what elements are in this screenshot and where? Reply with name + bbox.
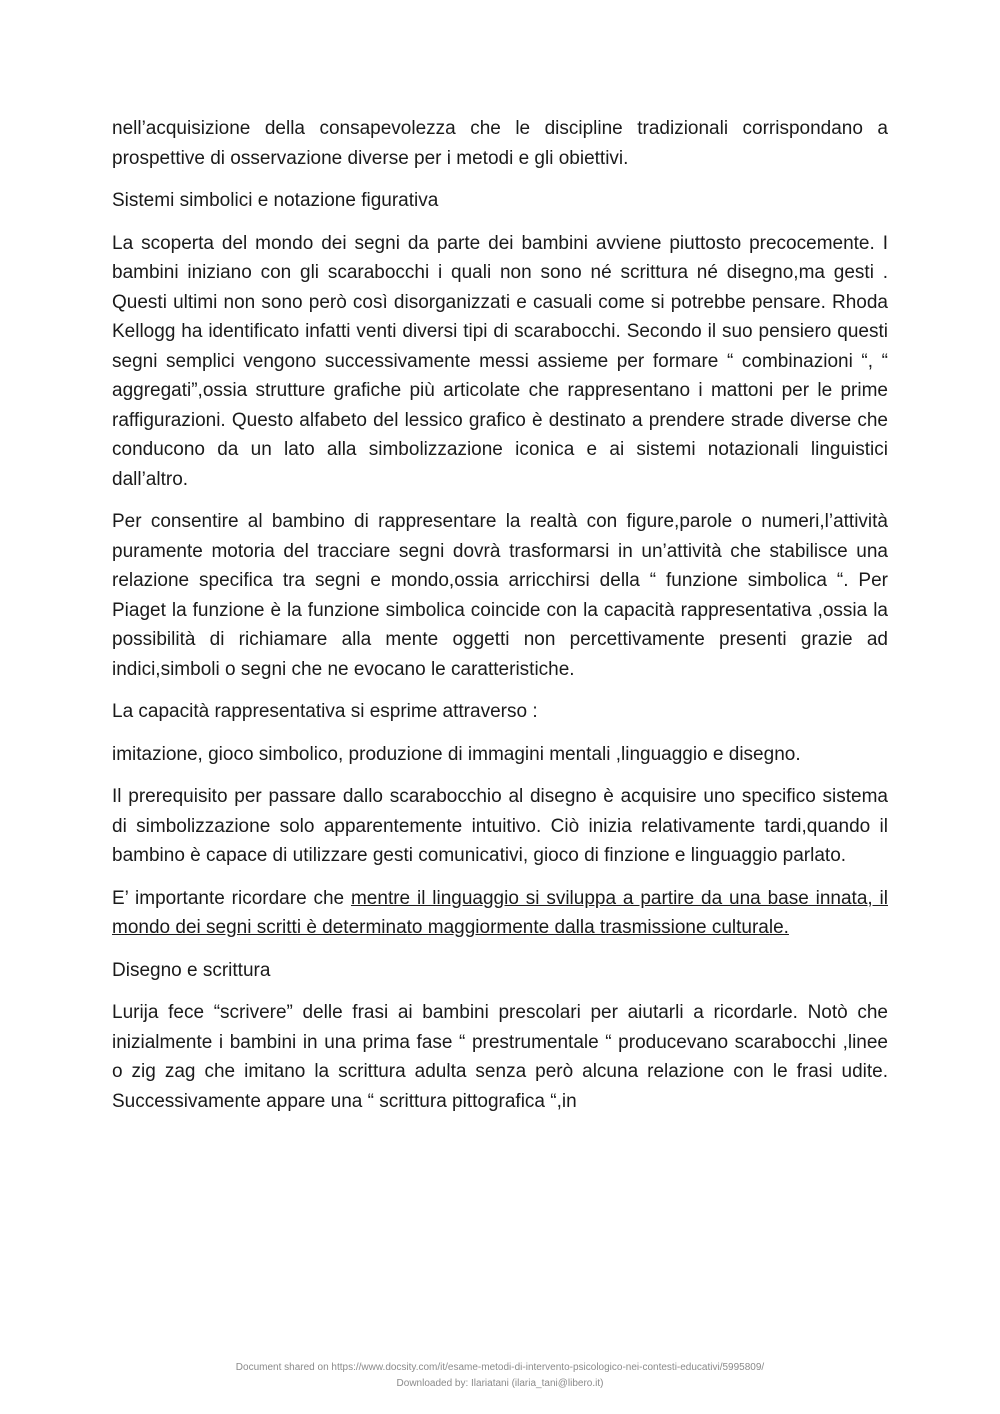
footer-downloaded-by: Downloaded by: Ilariatani (ilaria_tani@libero.it) <box>396 1378 604 1389</box>
paragraph-funzione-simbolica: Per consentire al bambino di rappresentare la realtà con figure,parole o numeri,l’attività puramente motoria del tracciare segni dovrà trasformarsi in un’attività che stabilisce una relazione specifica tra segni e mondo,ossia arricchirsi della “ funzione simbolica “. Per Piaget la funzione è la funzione simbolica coincide con la capacità rappresentativa ,ossia la possibilità di richiamare alla mente oggetti non percettivamente presenti grazie ad indici,simboli o segni che ne evocano le caratteristiche. <box>112 511 888 680</box>
paragraph-capacita-rappresentativa: La capacità rappresentativa si esprime attraverso : <box>112 701 538 722</box>
paragraph-intro-continuation: nell’acquisizione della consapevolezza che le discipline tradizionali corrispondano a prospettive di osservazione diverse per i metodi e gli obiettivi. <box>112 118 888 169</box>
paragraph-lurija: Lurija fece “scrivere” delle frasi ai bambini prescolari per aiutarli a ricordarle. Notò che inizialmente i bambini in una prima fase “ prestrumentale “ producevano scarabocchi ,linee o zig zag che imitano la scrittura adulta senza però alcuna relazione con le frasi udite. Successivamente appare una “ scrittura pittografica “,in <box>112 1002 888 1112</box>
section-heading-sistemi-simbolici: Sistemi simbolici e notazione figurativa <box>112 190 439 211</box>
paragraph-importante-ricordare <box>112 884 888 943</box>
document-body <box>112 114 888 1129</box>
paragraph-scoperta-segni: La scoperta del mondo dei segni da parte dei bambini avviene piuttosto precocemente. I bambini iniziano con gli scarabocchi i quali non sono né scrittura né disegno,ma gesti . Questi ultimi non sono però così disorganizzati e casuali come si potrebbe pensare. Rhoda Kellogg ha identificato infatti venti diversi tipi di scarabocchi. Secondo il suo pensiero questi segni semplici vengono successivamente messi assieme per formare “ combinazioni “, “ aggregati”,ossia strutture grafiche più articolate che rappresentano i mattoni per le prime raffigurazioni. Questo alfabeto del lessico grafico è destinato a prendere strade diverse che conducono da un lato alla simbolizzazione iconica e ai sistemi notazionali linguistici dall’altro. <box>112 232 888 490</box>
paragraph-elenco-capacita: imitazione, gioco simbolico, produzione di immagini mentali ,linguaggio e disegno. <box>112 743 801 765</box>
section-heading-disegno-scrittura: Disegno e scrittura <box>112 959 271 981</box>
footer-shared-notice: Document shared on https://www.docsity.com/it/esame-metodi-di-intervento-psicologico-nei-contesti-educativi/5995809/ <box>235 1362 765 1373</box>
paragraph-importante-prefix: E’ importante ricordare che <box>112 887 351 909</box>
underlined-passage: mentre il linguaggio si sviluppa a partire da una base innata, il mondo dei segni scritti è determinato maggiormente dalla trasmissione culturale. <box>112 887 888 938</box>
paragraph-prerequisito: Il prerequisito per passare dallo scarabocchio al disegno è acquisire uno specifico sistema di simbolizzazione solo apparentemente intuitivo. Ciò inizia relativamente tardi,quando il bambino è capace di utilizzare gesti comunicativi, gioco di finzione e linguaggio parlato. <box>112 786 888 866</box>
